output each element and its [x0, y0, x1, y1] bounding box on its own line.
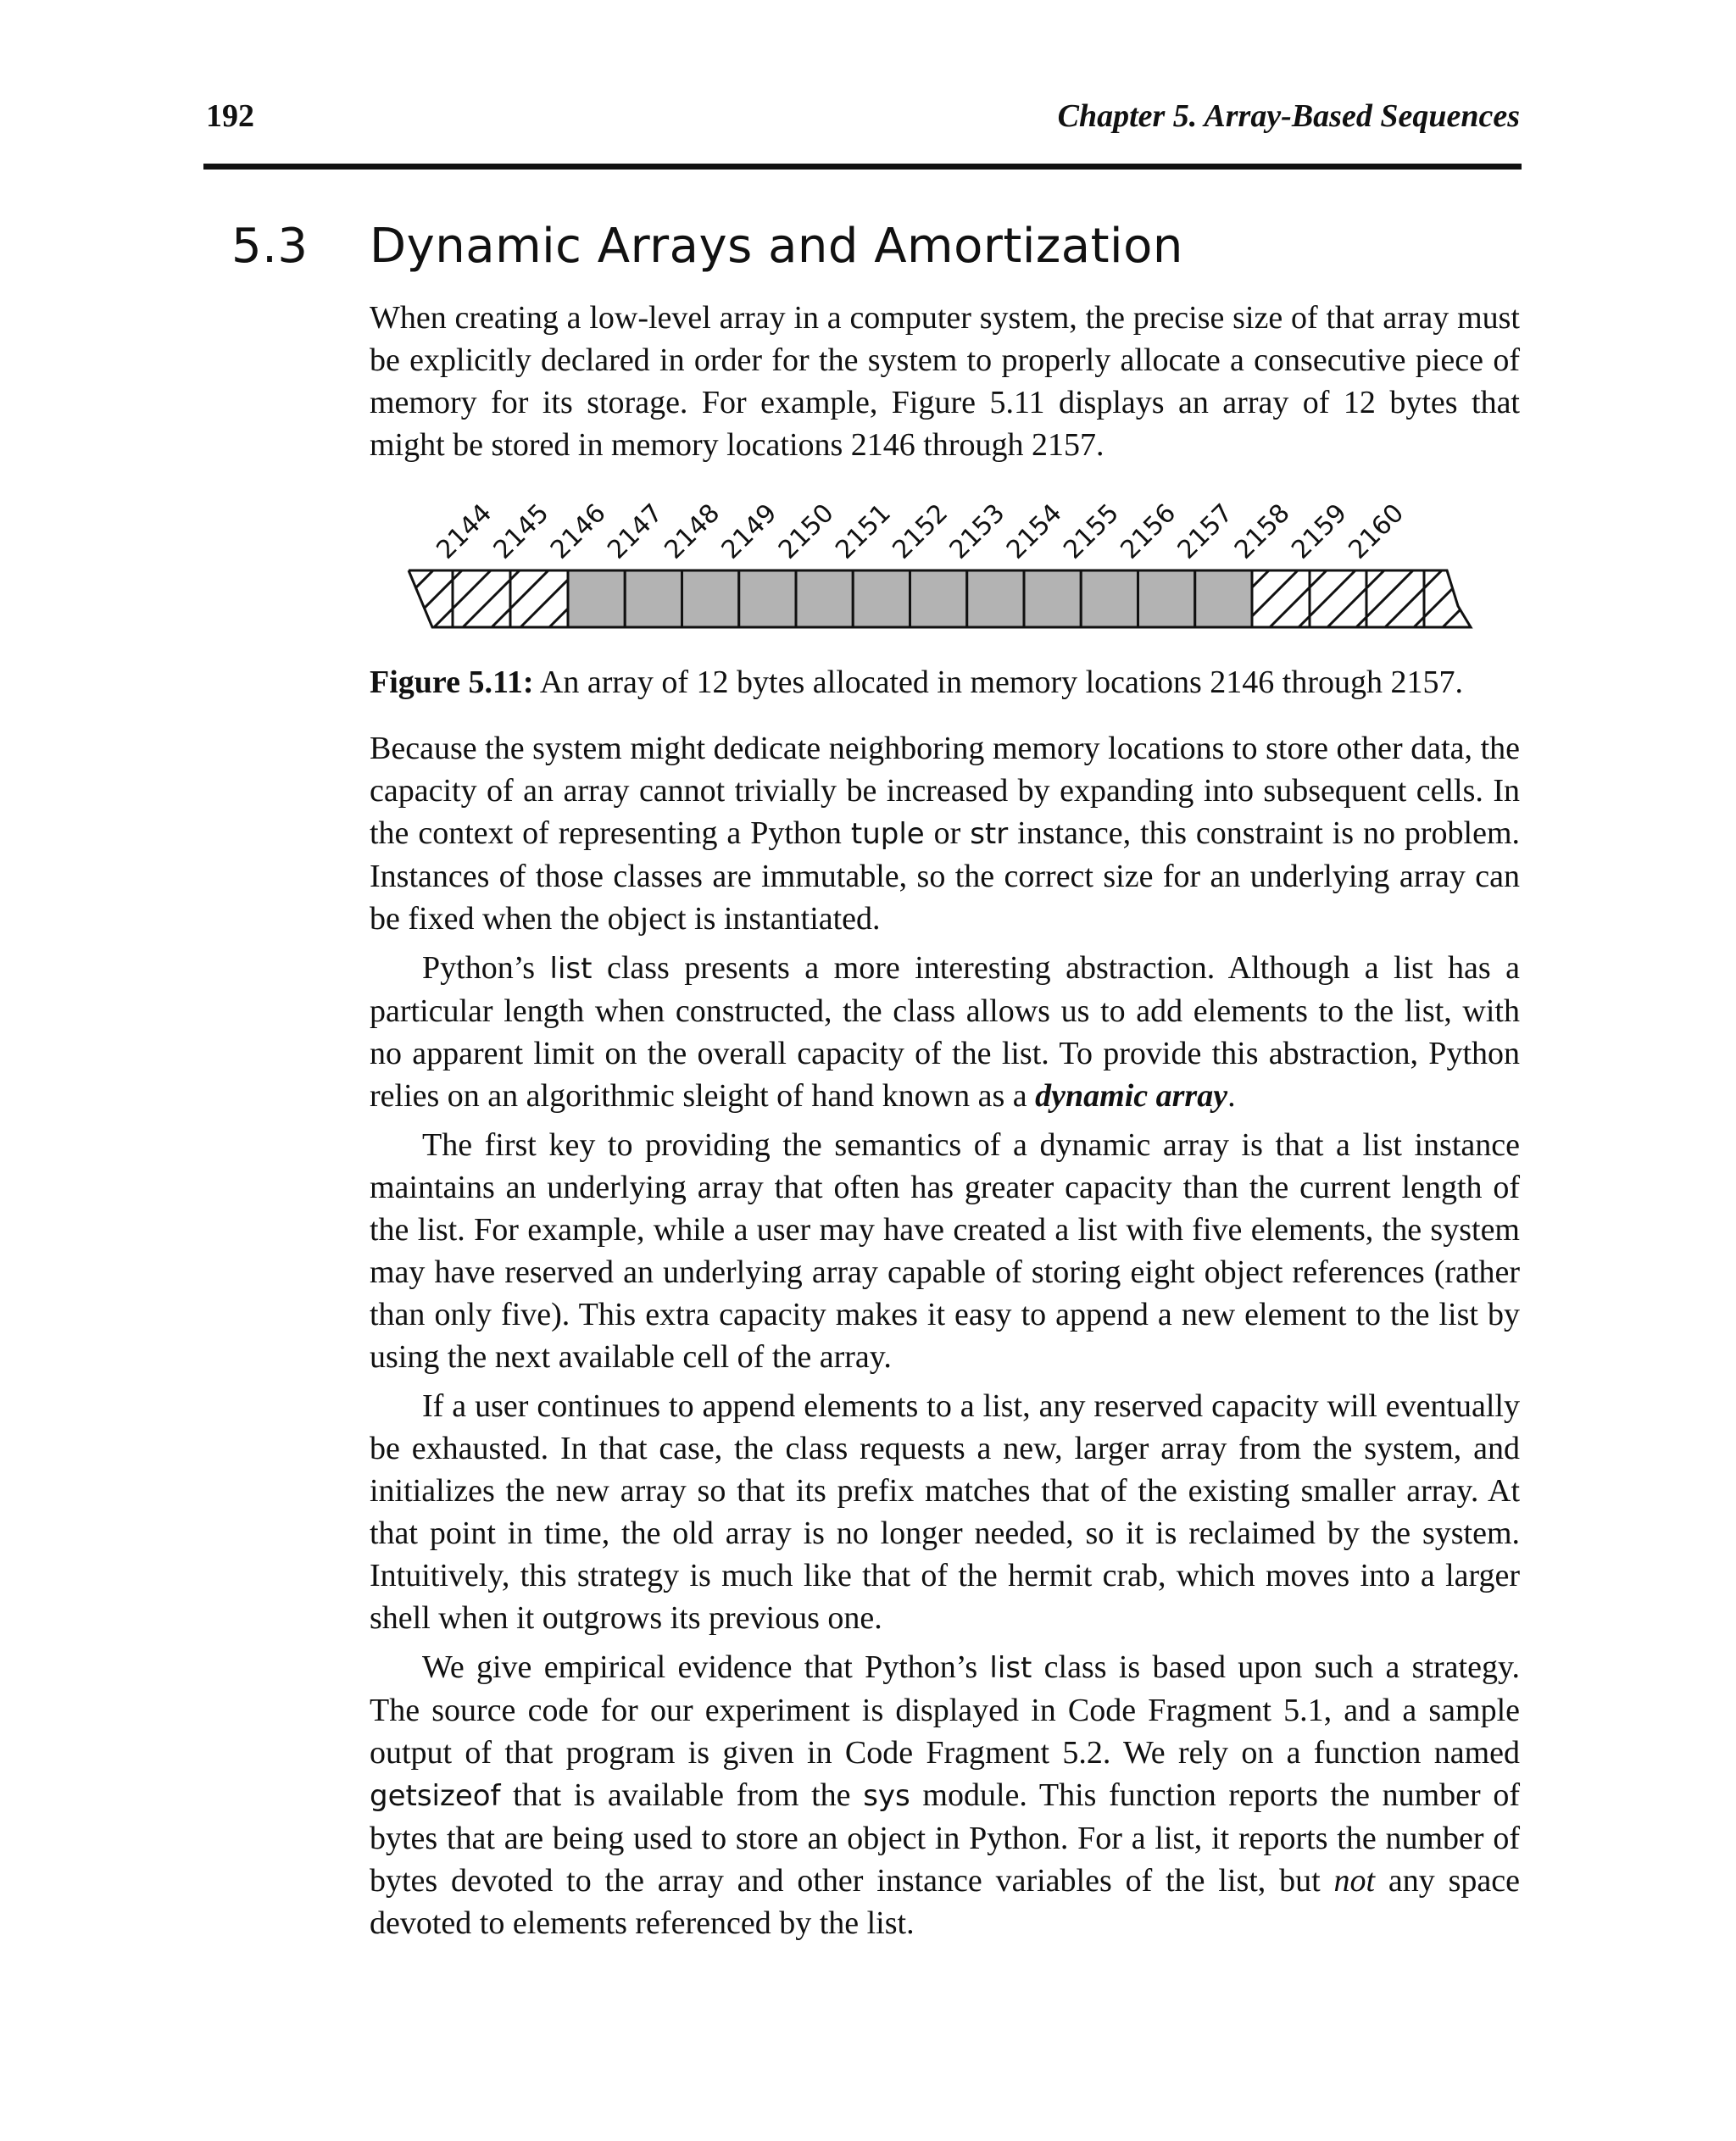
term-dynamic-array: dynamic array — [1035, 1078, 1228, 1114]
intro-paragraph: When creating a low-level array in a computer system, the precise size of that array must be explicitly declared in order for the system to properly allocate a consecutive piece of memory for its storage. For example, Figure 5.11 displays an array of 12 bytes that might be stored in memory locations 2146 through 2157. — [370, 300, 1520, 463]
section-title: Dynamic Arrays and Amortization — [370, 218, 1183, 274]
address-label-2148: 2148 — [659, 498, 726, 565]
paragraph-4: If a user continues to append elements to a list, any reserved capacity will eventually be exhausted. In that case, the class requests a new, larger array from the system, and initializes the new array so that its prefix matches that of the existing smaller array. At that point in time, the old array is no longer needed, so it is reclaimed by the system. Intuitively, this strategy is much like that of the hermit crab, which moves into a larger shell when it outgrows its previous one. — [370, 1388, 1520, 1636]
address-label-2152: 2152 — [887, 498, 954, 565]
memory-cell-2155 — [1081, 570, 1138, 627]
address-label-2149: 2149 — [715, 498, 783, 565]
section-number: 5.3 — [231, 218, 309, 274]
section-heading — [231, 219, 1183, 274]
p1-text-b: or — [924, 815, 971, 851]
address-label-2146: 2146 — [544, 498, 612, 565]
page-header — [206, 97, 1520, 148]
address-label-2157: 2157 — [1171, 498, 1239, 565]
p1-text-c: instance, this constraint is no problem. Instances of those classes are immutable, so the correct size for an underlying array can be fixed when the object is instantiated. — [370, 815, 1521, 937]
code-str: str — [970, 817, 1009, 851]
address-label-2155: 2155 — [1058, 498, 1125, 565]
address-label-2150: 2150 — [772, 498, 840, 565]
header-rule — [203, 164, 1522, 170]
body-text — [370, 727, 1520, 1951]
figure-caption — [370, 661, 1522, 703]
memory-cell-2153 — [967, 570, 1024, 627]
p5-text-e: any space devoted to elements referenced by the list. — [370, 1863, 1520, 1941]
memory-cell-2156 — [1138, 570, 1195, 627]
memory-cell-2152 — [910, 570, 967, 627]
address-label-2151: 2151 — [830, 498, 897, 565]
p5-text-b: class is based upon such a strategy. The source code for our experiment is displayed in Code Fragment 5.1, and a sample output of that program is given in Code Fragment 5.2. We rely on a function named — [370, 1649, 1521, 1771]
caption-label: Figure 5.11: — [370, 665, 534, 700]
p5-text-c: that is available from the — [500, 1777, 864, 1813]
memory-cell-2151 — [853, 570, 910, 627]
figure-memory-array — [398, 479, 1500, 648]
p2-text-c: . — [1227, 1078, 1236, 1114]
cells-group — [398, 570, 1500, 627]
p5-text-d: module. This function reports the number of bytes that are being used to store an object in Python. For a list, it reports the number of bytes devoted to the array and other instance variables of the list, but — [370, 1777, 1520, 1899]
memory-cell-2150 — [796, 570, 853, 627]
hatched-right-region — [1212, 570, 1500, 627]
memory-cell-2148 — [682, 570, 739, 627]
paragraph-5 — [370, 1646, 1520, 1944]
code-sys: sys — [863, 1779, 910, 1813]
address-label-2153: 2153 — [943, 498, 1011, 565]
paragraph-1 — [370, 727, 1520, 940]
p2-text-b: class presents a more interesting abstraction. Although a list has a particular length when constructed, the class allows us to add elements to the list, with no apparent limit on the overall capacity of the list. To provide this abstraction, Python relies on an algorithmic sleight of hand known as a — [370, 950, 1520, 1114]
code-tuple: tuple — [850, 817, 925, 851]
address-label-2159: 2159 — [1286, 498, 1353, 565]
memory-cell-2154 — [1024, 570, 1081, 627]
address-label-2147: 2147 — [602, 498, 669, 565]
paragraph-3: The first key to providing the semantics of a dynamic array is that a list instance maintains an underlying array that often has greater capacity than the current length of the list. For example, while a user may have created a list with five elements, the system may have reserved an underlying array capable of storing eight object references (rather than only five). This extra capacity makes it easy to append a new element to the list by using the next available cell of the array. — [370, 1127, 1520, 1375]
emph-not: not — [1333, 1863, 1376, 1899]
code-list: list — [549, 952, 593, 986]
memory-cell-2146 — [568, 570, 625, 627]
memory-cell-2157 — [1195, 570, 1252, 627]
address-label-2158: 2158 — [1228, 498, 1296, 565]
code-list: list — [989, 1651, 1032, 1685]
address-labels — [431, 498, 1410, 565]
code-getsizeof: getsizeof — [370, 1779, 501, 1813]
address-label-2144: 2144 — [431, 498, 498, 565]
address-label-2154: 2154 — [1000, 498, 1068, 565]
page-number: 192 — [206, 98, 254, 134]
paragraph-2 — [370, 947, 1520, 1117]
address-label-2145: 2145 — [487, 498, 555, 565]
p5-text-a: We give empirical evidence that Python’s — [422, 1649, 990, 1685]
address-label-2160: 2160 — [1343, 498, 1410, 565]
address-label-2156: 2156 — [1115, 498, 1182, 565]
intro-block — [370, 297, 1520, 473]
memory-array-diagram — [398, 479, 1500, 648]
p2-text-a: Python’s — [422, 950, 550, 986]
p1-text-a: Because the system might dedicate neighboring memory locations to store other data, the capacity of an array cannot trivially be increased by expanding into subsequent cells. In the context of representing a Python — [370, 731, 1520, 851]
caption-text: An array of 12 bytes allocated in memory locations 2146 through 2157. — [539, 665, 1464, 700]
memory-cell-2147 — [625, 570, 682, 627]
memory-cell-2149 — [739, 570, 796, 627]
running-title: Chapter 5. Array-Based Sequences — [1057, 98, 1520, 134]
